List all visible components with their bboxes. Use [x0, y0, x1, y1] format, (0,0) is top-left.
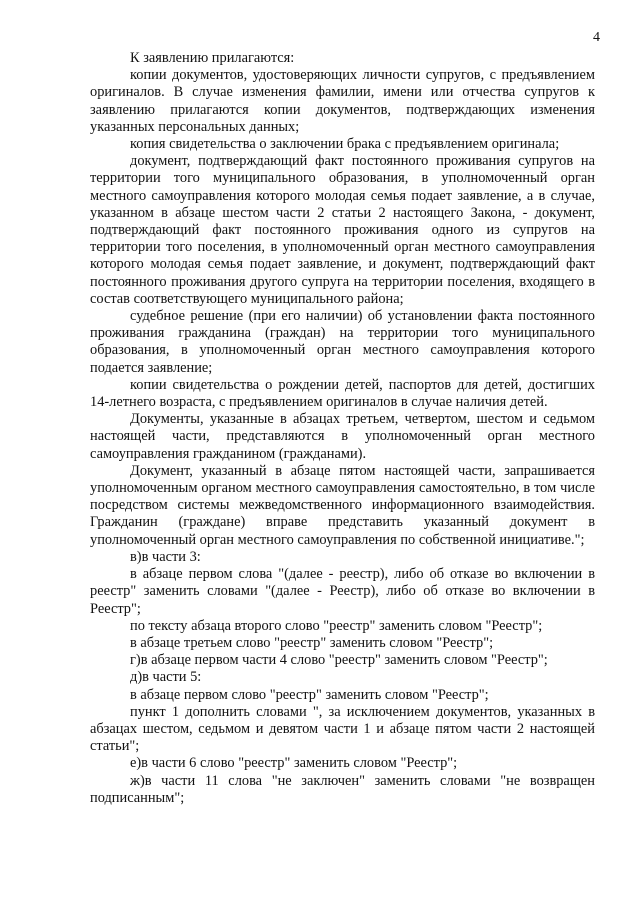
paragraph-d-point-1: пункт 1 дополнить словами ", за исключением документов, указанных в абзацах шестом, седьмом и девятом части 1 и абзаце пятом части 2 настоящей статьи";	[90, 703, 595, 755]
paragraph-attachments-intro: К заявлению прилагаются:	[130, 50, 295, 66]
paragraph-d-first: в абзаце первом слово "реестр" заменить словом "Реестр";	[130, 686, 489, 703]
page-number: 4	[593, 30, 600, 45]
paragraph-court-decision: судебное решение (при его наличии) об установлении факта постоянного проживания гражданина (граждан) на территории того муниципального образования, в уполномоченный орган местного самоуправления которого подается заявление;	[90, 308, 595, 376]
paragraph-document-requested: Документ, указанный в абзаце пятом настоящей части, запрашивается уполномоченным органом местного самоуправления самостоятельно, в том числе посредством системы межведомственного информационного взаимодействия. Гражданин (граждане) вправе представить указанный документ в уполномоченный орган местного самоуправления по собственной инициативе.";	[90, 462, 595, 548]
paragraph-item-v: в)в части 3:	[130, 548, 201, 565]
paragraph-item-d: д)в части 5:	[130, 669, 202, 686]
paragraph-v-third: в абзаце третьем слово "реестр" заменить словом "Реестр";	[130, 634, 494, 651]
paragraph-marriage-certificate: копия свидетельства о заключении брака с предъявлением оригинала;	[130, 136, 560, 153]
paragraph-v-first: в абзаце первом слова "(далее - реестр), либо об отказе во включении в реестр" заменить словами "(далее - Реестр), либо об отказе во включении в Реестр";	[90, 566, 595, 617]
paragraph-item-e: е)в части 6 слово "реестр" заменить словом "Реестр";	[130, 755, 458, 772]
paragraph-birth-certificates: копии свидетельства о рождении детей, паспортов для детей, достигших 14-летнего возраста, с предъявлением оригиналов в случае наличия детей.	[90, 376, 595, 411]
paragraph-documents-submitted: Документы, указанные в абзацах третьем, четвертом, шестом и седьмом настоящей части, представляются в уполномоченный орган местного самоуправления гражданином (гражданами).	[90, 411, 595, 462]
paragraph-item-zh: ж)в части 11 слова "не заключен" заменить словами "не возвращен подписанным";	[90, 772, 595, 806]
paragraph-v-second: по тексту абзаца второго слово "реестр" заменить словом "Реестр";	[130, 617, 543, 634]
paragraph-residence-document: документ, подтверждающий факт постоянного проживания супругов на территории того муниципального образования, в уполномоченный орган местного самоуправления которого молодая семья подает заявление, а в случае, указанном в абзаце шестом части 2 статьи 2 настоящего Закона, - документ, подтверждающий факт постоянного проживания одного из супругов на территории того поселения, в уполномоченный орган местного самоуправления которого молодая семья подает заявление, и документ, подтверждающий факт постоянного проживания другого супруга на территории поселения, входящего в состав соответствующего муниципального района;	[90, 153, 595, 307]
document-body	[90, 50, 595, 807]
paragraph-identity-copies: копии документов, удостоверяющих личности супругов, с предъявлением оригиналов. В случае изменения фамилии, имени или отчества супругов к заявлению прилагаются копии документов, подтверждающих изменения указанных персональных данных;	[90, 67, 595, 135]
paragraph-item-g: г)в абзаце первом части 4 слово "реестр" заменить словом "Реестр";	[130, 652, 548, 669]
